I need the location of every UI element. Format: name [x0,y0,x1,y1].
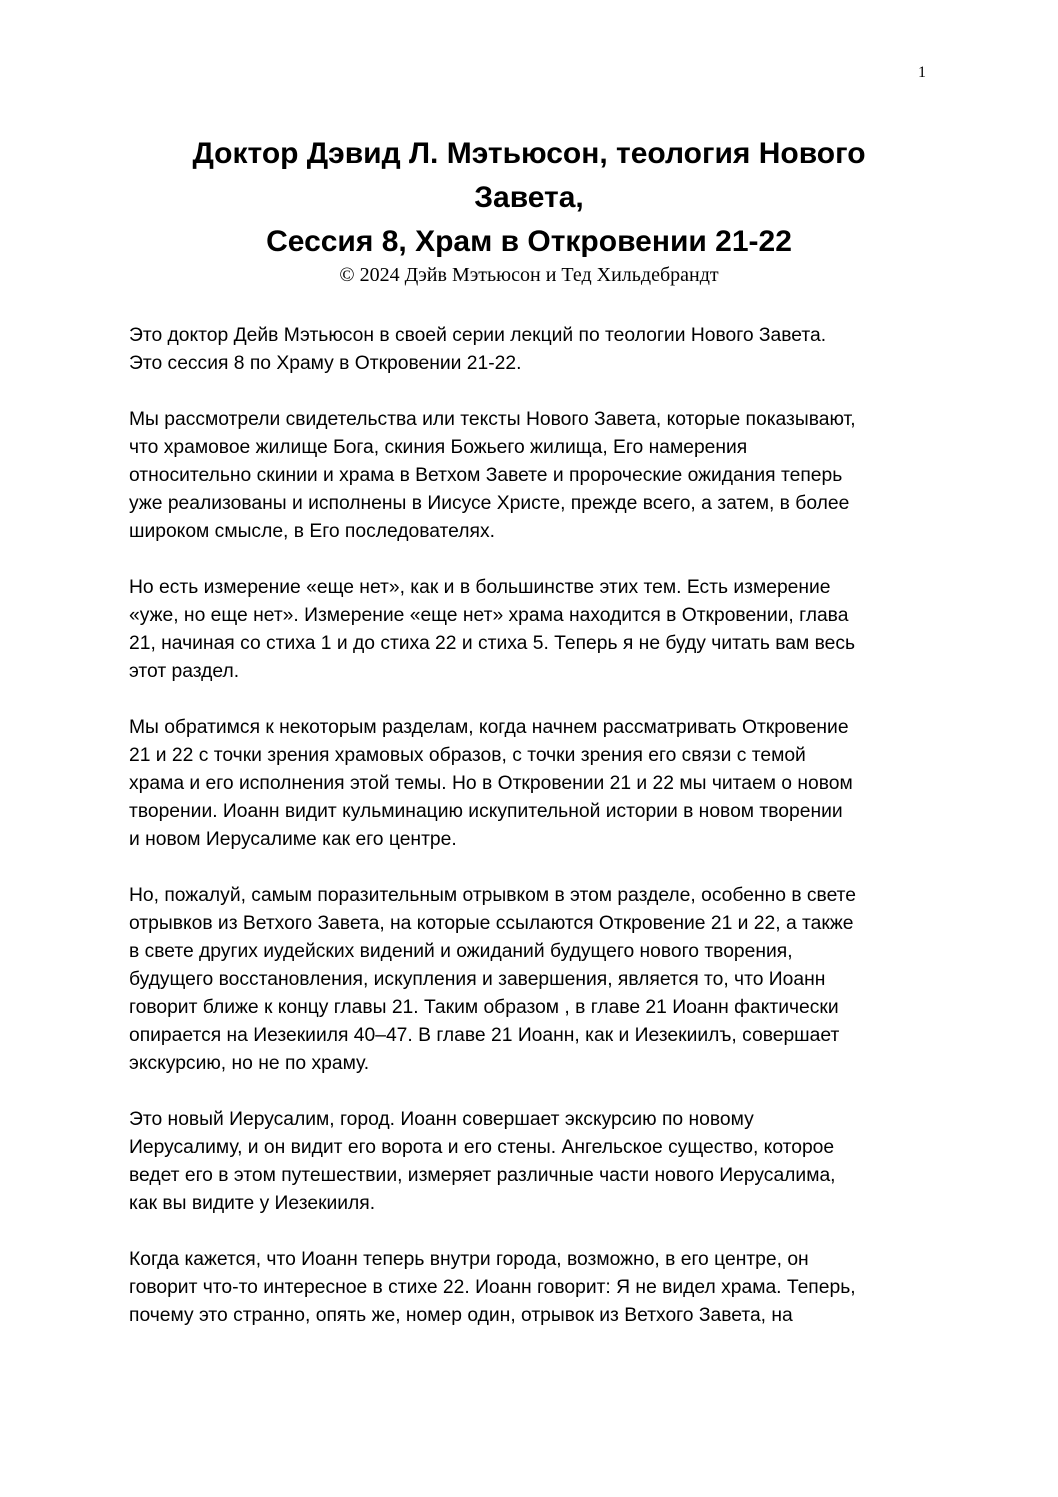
paragraph-line: Но, пожалуй, самым поразительным отрывком в этом разделе, особенно в свете [129,885,857,906]
page-number: 1 [918,64,926,81]
paragraph-line: Когда кажется, что Иоанн теперь внутри города, возможно, в его центре, он [129,1249,809,1270]
paragraph-line: Мы рассмотрели свидетельства или тексты Нового Завета, которые показывают, [129,409,856,430]
copyright-notice: © 2024 Дэйв Мэтьюсон и Тед Хильдебрандт [339,264,719,286]
paragraph-line: что храмовое жилище Бога, скиния Божьего жилища, Его намерения [129,437,748,458]
document-title-line-1: Доктор Дэвид Л. Мэтьюсон, теология Нового [192,137,866,170]
paragraph-line: говорит что-то интересное в стихе 22. Иоанн говорит: Я не видел храма. Теперь, [129,1277,856,1298]
paragraph-line: Это сессия 8 по Храму в Откровении 21-22. [129,353,522,374]
paragraph-1 [129,322,939,378]
paragraph-line: Но есть измерение «еще нет», как и в большинстве этих тем. Есть измерение [129,577,831,598]
paragraph-line: говорит ближе к концу главы 21. Таким образом , в главе 21 Иоанн фактически [129,997,839,1018]
paragraph-line: почему это странно, опять же, номер один, отрывок из Ветхого Завета, на [129,1305,793,1326]
paragraph-line: и новом Иерусалиме как его центре. [129,829,457,850]
paragraph-2 [129,406,939,546]
paragraph-3 [129,574,939,686]
paragraph-line: Это новый Иерусалим, город. Иоанн совершает экскурсию по новому [129,1109,754,1130]
document-title-line-3: Сессия 8, Храм в Откровении 21-22 [266,225,792,258]
paragraph-line: этот раздел. [129,661,240,682]
paragraph-6 [129,1106,939,1218]
paragraph-line: Мы обратимся к некоторым разделам, когда начнем рассматривать Откровение [129,717,849,738]
paragraph-line: творении. Иоанн видит кульминацию искупительной истории в новом творении [129,801,843,822]
paragraph-line: широком смысле, в Его последователях. [129,521,495,542]
paragraph-line: отрывков из Ветхого Завета, на которые ссылаются Откровение 21 и 22, а также [129,913,854,934]
paragraph-line: ведет его в этом путешествии, измеряет различные части нового Иерусалима, [129,1165,836,1186]
paragraph-line: будущего восстановления, искупления и завершения, является то, что Иоанн [129,969,826,990]
document-header [129,132,929,288]
paragraph-line: «уже, но еще нет». Измерение «еще нет» храма находится в Откровении, глава [129,605,849,626]
paragraph-line: экскурсию, но не по храму. [129,1053,370,1074]
paragraph-line: 21 и 22 с точки зрения храмовых образов, с точки зрения его связи с темой [129,745,806,766]
paragraph-line: Это доктор Дейв Мэтьюсон в своей серии лекций по теологии Нового Завета. [129,325,827,346]
document-body [129,322,939,1358]
paragraph-line: Иерусалиму, и он видит его ворота и его стены. Ангельское существо, которое [129,1137,835,1158]
paragraph-line: 21, начиная со стиха 1 и до стиха 22 и стиха 5. Теперь я не буду читать вам весь [129,633,856,654]
paragraph-5 [129,882,939,1078]
paragraph-line: храма и его исполнения этой темы. Но в Откровении 21 и 22 мы читаем о новом [129,773,853,794]
paragraph-4 [129,714,939,854]
paragraph-line: как вы видите у Иезекииля. [129,1193,376,1214]
paragraph-line: относительно скинии и храма в Ветхом Завете и пророческие ожидания теперь [129,465,843,486]
paragraph-7 [129,1246,939,1330]
paragraph-line: опирается на Иезекииля 40–47. В главе 21 Иоанн, как и Иезекиилъ, совершает [129,1025,840,1046]
paragraph-line: уже реализованы и исполнены в Иисусе Христе, прежде всего, а затем, в более [129,493,850,514]
paragraph-line: в свете других иудейских видений и ожиданий будущего нового творения, [129,941,793,962]
document-title-line-2: Завета, [474,181,584,214]
